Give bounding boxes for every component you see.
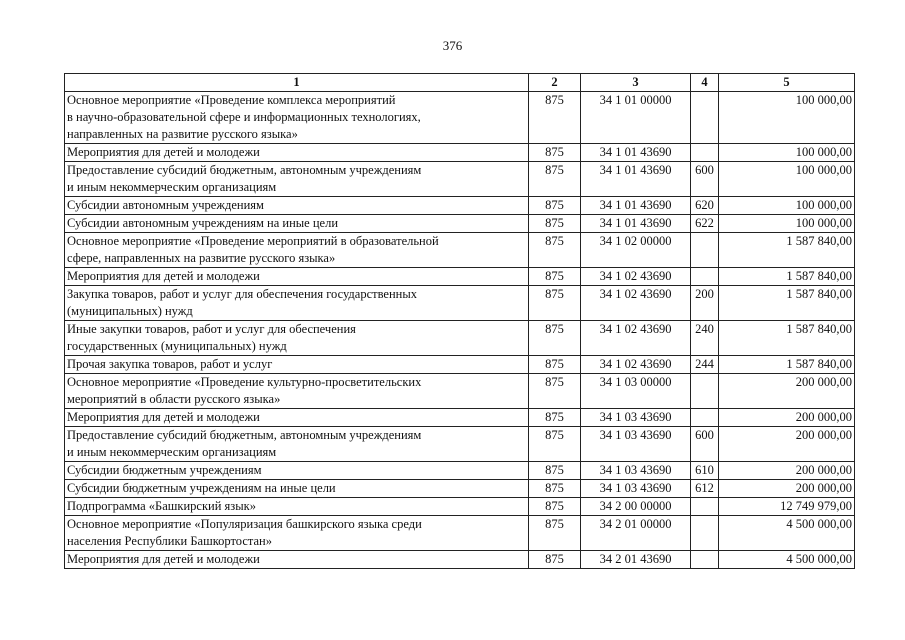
row-expense-type-cell: 600: [691, 427, 719, 462]
row-name-cell: Подпрограмма «Башкирский язык»: [65, 498, 529, 516]
row-amount-cell: 100 000,00: [719, 197, 855, 215]
row-target-article-cell: 34 1 01 43690: [581, 197, 691, 215]
row-expense-type-cell: 612: [691, 480, 719, 498]
row-admin-code-cell: 875: [529, 197, 581, 215]
table-row: [65, 462, 855, 480]
row-admin-code-cell: 875: [529, 374, 581, 409]
row-expense-type-cell: 240: [691, 321, 719, 356]
row-name-cell: Предоставление субсидий бюджетным, автономным учреждениям и иным некоммерческим организациям: [65, 427, 529, 462]
row-amount-cell: 1 587 840,00: [719, 356, 855, 374]
row-expense-type-cell: [691, 516, 719, 551]
table-header-row: [65, 74, 855, 92]
row-expense-type-cell: [691, 233, 719, 268]
row-amount-cell: 200 000,00: [719, 462, 855, 480]
row-target-article-cell: 34 1 02 43690: [581, 321, 691, 356]
row-target-article-cell: 34 2 01 43690: [581, 551, 691, 569]
header-col-4: 4: [691, 74, 719, 92]
table-row: [65, 516, 855, 551]
header-col-5: 5: [719, 74, 855, 92]
table-row: [65, 286, 855, 321]
row-admin-code-cell: 875: [529, 427, 581, 462]
row-amount-cell: 12 749 979,00: [719, 498, 855, 516]
row-amount-cell: 1 587 840,00: [719, 233, 855, 268]
row-expense-type-cell: 620: [691, 197, 719, 215]
row-amount-cell: 1 587 840,00: [719, 286, 855, 321]
table-row: [65, 409, 855, 427]
table-row: [65, 498, 855, 516]
row-target-article-cell: 34 1 02 43690: [581, 268, 691, 286]
row-admin-code-cell: 875: [529, 516, 581, 551]
row-target-article-cell: 34 1 03 43690: [581, 480, 691, 498]
row-admin-code-cell: 875: [529, 286, 581, 321]
row-amount-cell: 4 500 000,00: [719, 551, 855, 569]
row-expense-type-cell: [691, 551, 719, 569]
row-expense-type-cell: [691, 144, 719, 162]
row-target-article-cell: 34 1 02 43690: [581, 286, 691, 321]
row-amount-cell: 200 000,00: [719, 480, 855, 498]
row-amount-cell: 200 000,00: [719, 374, 855, 409]
row-admin-code-cell: 875: [529, 480, 581, 498]
row-name-cell: Основное мероприятие «Проведение мероприятий в образовательной сфере, направленных на развитие русского языка»: [65, 233, 529, 268]
table-row: [65, 427, 855, 462]
row-admin-code-cell: 875: [529, 92, 581, 144]
page-number: 376: [442, 38, 463, 53]
table-row: [65, 551, 855, 569]
row-target-article-cell: 34 1 03 43690: [581, 427, 691, 462]
row-admin-code-cell: 875: [529, 215, 581, 233]
budget-table: [64, 73, 855, 569]
row-amount-cell: 1 587 840,00: [719, 268, 855, 286]
row-expense-type-cell: 610: [691, 462, 719, 480]
row-target-article-cell: 34 1 03 43690: [581, 409, 691, 427]
header-col-2: 2: [529, 74, 581, 92]
row-target-article-cell: 34 1 01 43690: [581, 162, 691, 197]
row-name-cell: Основное мероприятие «Проведение культурно-просветительских мероприятий в области русского языка»: [65, 374, 529, 409]
row-amount-cell: 100 000,00: [719, 144, 855, 162]
row-target-article-cell: 34 1 03 43690: [581, 462, 691, 480]
row-amount-cell: 100 000,00: [719, 162, 855, 197]
row-target-article-cell: 34 1 01 00000: [581, 92, 691, 144]
row-expense-type-cell: 622: [691, 215, 719, 233]
row-name-cell: Иные закупки товаров, работ и услуг для обеспечения государственных (муниципальных) нужд: [65, 321, 529, 356]
table-row: [65, 268, 855, 286]
row-expense-type-cell: [691, 374, 719, 409]
row-target-article-cell: 34 1 02 00000: [581, 233, 691, 268]
table-row: [65, 233, 855, 268]
row-name-cell: Субсидии бюджетным учреждениям: [65, 462, 529, 480]
row-name-cell: Закупка товаров, работ и услуг для обеспечения государственных (муниципальных) нужд: [65, 286, 529, 321]
row-admin-code-cell: 875: [529, 462, 581, 480]
table-row: [65, 197, 855, 215]
row-name-cell: Прочая закупка товаров, работ и услуг: [65, 356, 529, 374]
header-col-3: 3: [581, 74, 691, 92]
row-name-cell: Субсидии автономным учреждениям: [65, 197, 529, 215]
row-amount-cell: 200 000,00: [719, 427, 855, 462]
row-expense-type-cell: [691, 268, 719, 286]
row-amount-cell: 4 500 000,00: [719, 516, 855, 551]
header-col-1: 1: [65, 74, 529, 92]
row-name-cell: Субсидии автономным учреждениям на иные цели: [65, 215, 529, 233]
row-admin-code-cell: 875: [529, 268, 581, 286]
row-name-cell: Предоставление субсидий бюджетным, автономным учреждениям и иным некоммерческим организациям: [65, 162, 529, 197]
row-target-article-cell: 34 2 01 00000: [581, 516, 691, 551]
table-row: [65, 215, 855, 233]
row-name-cell: Субсидии бюджетным учреждениям на иные цели: [65, 480, 529, 498]
table-row: [65, 321, 855, 356]
row-target-article-cell: 34 1 02 43690: [581, 356, 691, 374]
table-row: [65, 144, 855, 162]
row-admin-code-cell: 875: [529, 498, 581, 516]
row-name-cell: Основное мероприятие «Проведение комплекса мероприятий в научно-образовательной сфере и информационных технологиях, направленных на развитие русского языка»: [65, 92, 529, 144]
row-amount-cell: 100 000,00: [719, 215, 855, 233]
table-row: [65, 92, 855, 144]
row-expense-type-cell: 200: [691, 286, 719, 321]
row-expense-type-cell: [691, 92, 719, 144]
table-body: [65, 92, 855, 569]
table-row: [65, 480, 855, 498]
table-row: [65, 356, 855, 374]
row-amount-cell: 200 000,00: [719, 409, 855, 427]
row-target-article-cell: 34 1 03 00000: [581, 374, 691, 409]
row-amount-cell: 100 000,00: [719, 92, 855, 144]
row-expense-type-cell: 600: [691, 162, 719, 197]
row-admin-code-cell: 875: [529, 321, 581, 356]
row-name-cell: Основное мероприятие «Популяризация башкирского языка среди населения Республики Башкортостан»: [65, 516, 529, 551]
row-name-cell: Мероприятия для детей и молодежи: [65, 144, 529, 162]
table-row: [65, 374, 855, 409]
row-name-cell: Мероприятия для детей и молодежи: [65, 268, 529, 286]
row-target-article-cell: 34 2 00 00000: [581, 498, 691, 516]
row-admin-code-cell: 875: [529, 409, 581, 427]
row-admin-code-cell: 875: [529, 356, 581, 374]
row-target-article-cell: 34 1 01 43690: [581, 215, 691, 233]
row-expense-type-cell: 244: [691, 356, 719, 374]
table-row: [65, 162, 855, 197]
row-expense-type-cell: [691, 409, 719, 427]
row-admin-code-cell: 875: [529, 162, 581, 197]
row-admin-code-cell: 875: [529, 233, 581, 268]
row-name-cell: Мероприятия для детей и молодежи: [65, 409, 529, 427]
row-amount-cell: 1 587 840,00: [719, 321, 855, 356]
row-admin-code-cell: 875: [529, 144, 581, 162]
row-admin-code-cell: 875: [529, 551, 581, 569]
row-target-article-cell: 34 1 01 43690: [581, 144, 691, 162]
row-name-cell: Мероприятия для детей и молодежи: [65, 551, 529, 569]
row-expense-type-cell: [691, 498, 719, 516]
